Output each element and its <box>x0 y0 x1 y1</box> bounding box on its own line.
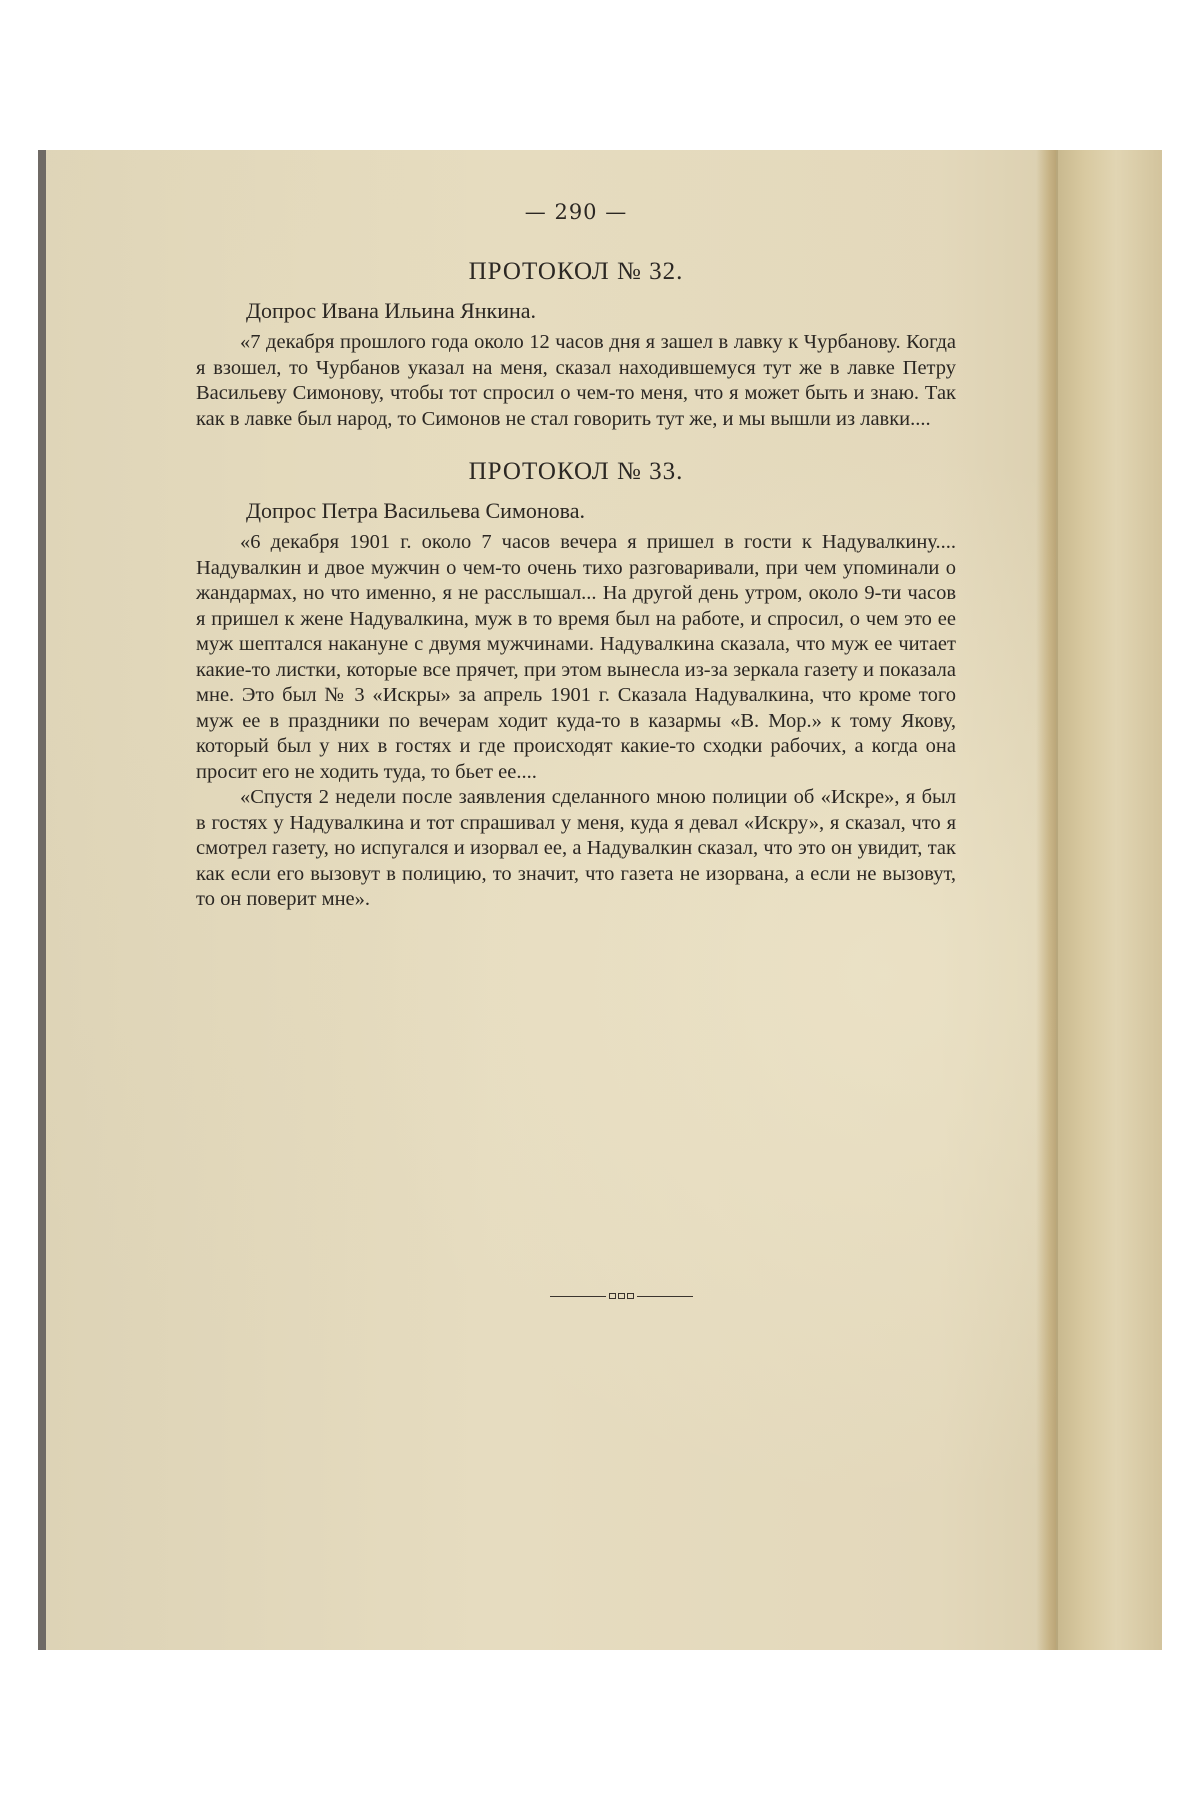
protocol-32-section <box>196 258 956 432</box>
protocol-33-heading: ПРОТОКОЛ № 33. <box>468 458 684 485</box>
book-page <box>46 150 1162 1650</box>
protocol-33-paragraph: «Спустя 2 недели после заявления сделанного мною полиции об «Искре», я был в гостях у Надувалкина и тот спрашивал у меня, куда я девал «Искру», я сказал, что я смотрел газету, но испугался и изорвал ее, а Надувалкин сказал, что это он увидит, так как если его вызовут в полицию, то значит, что газета не изорвана, а если не вызовут, то он поверит мне». <box>196 786 956 910</box>
page-content <box>196 200 956 913</box>
page-number: — 290 — <box>524 200 628 224</box>
protocol-33-section <box>196 458 956 913</box>
protocol-32-heading: ПРОТОКОЛ № 32. <box>468 258 684 285</box>
scanned-page-frame <box>38 150 1162 1650</box>
protocol-33-paragraph: «6 декабря 1901 г. около 7 часов вечера я пришел в гости к Надувалкину.... Надувалкин и двое мужчин о чем-то очень тихо разговаривали, при чем упоминали о жандармах, но что именно, я не расслышал... На другой день утром, около 9-ти часов я пришел к жене Надувалкина, муж в то время был на работе, и спросил, о чем это ее муж шептался накануне с двумя мужчинами. Надувалкина сказала, что муж ее читает какие-то листки, которые все прячет, при этом вынесла из-за зеркала газету и показала мне. Это был № 3 «Искры» за апрель 1901 г. Сказала Надувалкина, что кроме того муж ее в праздники по вечерам ходит куда-то в казармы «В. Мор.» к тому Якову, который был у них в гостях и где происходят какие-то сходки рабочих, а когда она просит его не ходить туда, то бьет ее.... <box>196 531 956 783</box>
protocol-33-subheading: Допрос Петра Васильева Симонова. <box>246 498 586 523</box>
page-stain <box>1036 150 1058 1650</box>
section-divider-ornament <box>546 1290 696 1302</box>
page-edge <box>1056 150 1162 1650</box>
protocol-32-paragraph: «7 декабря прошлого года около 12 часов дня я зашел в лавку к Чурбанову. Когда я взошел, то Чурбанов указал на меня, сказал находившемуся тут же в лавке Петру Васильеву Симонову, чтобы тот спросил о чем-то меня, что я может быть и знаю. Так как в лавке был народ, то Симонов не стал говорить тут же, и мы вышли из лавки.... <box>196 331 956 430</box>
protocol-32-subheading: Допрос Ивана Ильина Янкина. <box>246 298 537 323</box>
